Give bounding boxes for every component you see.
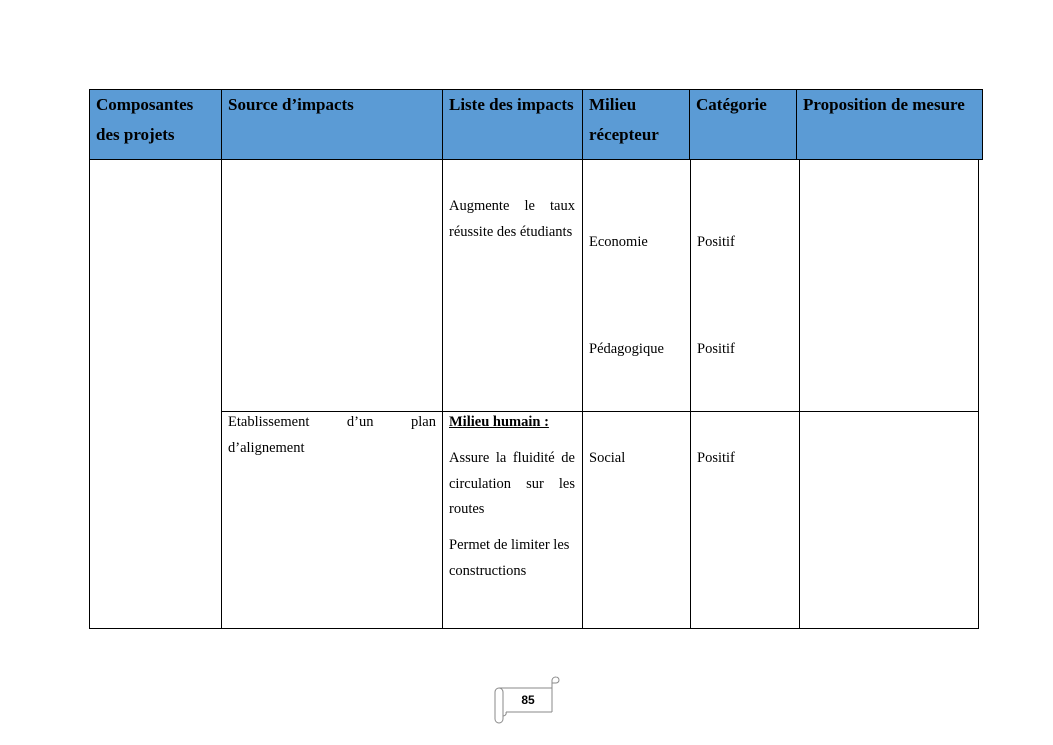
categorie-value: Positif bbox=[697, 234, 735, 250]
impact-word: sur bbox=[526, 476, 544, 492]
grid-line bbox=[799, 160, 800, 629]
impact-line bbox=[449, 471, 575, 497]
page-number: 85 bbox=[521, 693, 535, 707]
header-composantes-line1: Composantes bbox=[96, 95, 194, 114]
header-liste-label: Liste des impacts bbox=[449, 95, 574, 114]
header-liste bbox=[442, 89, 583, 160]
grid-line bbox=[582, 160, 583, 629]
impact-word: de bbox=[561, 450, 575, 466]
source-line: d’alignement bbox=[228, 440, 305, 456]
categorie-value: Positif bbox=[697, 450, 735, 466]
milieu-social: Social bbox=[589, 450, 626, 466]
header-milieu-line1: Milieu bbox=[589, 95, 637, 114]
source-line bbox=[228, 409, 436, 435]
header-source-label: Source d’impacts bbox=[228, 95, 354, 114]
source-word: plan bbox=[411, 414, 436, 430]
impact-word: fluidité bbox=[512, 450, 555, 466]
impact-line: constructions bbox=[449, 563, 527, 579]
header-milieu-line2: récepteur bbox=[589, 125, 659, 144]
categorie-value: Positif bbox=[697, 341, 735, 357]
header-composantes bbox=[89, 89, 222, 160]
impact-line: réussite des étudiants bbox=[449, 224, 573, 240]
header-categorie-label: Catégorie bbox=[696, 95, 767, 114]
source-word: d’un bbox=[346, 414, 374, 430]
impact-word: circulation bbox=[449, 476, 512, 492]
impact-line bbox=[449, 445, 575, 471]
impact-line: Augmente le taux bbox=[449, 198, 575, 214]
grid-line bbox=[978, 160, 979, 629]
grid-line bbox=[89, 160, 90, 629]
header-categorie bbox=[689, 89, 797, 160]
impact-word: Assure bbox=[449, 450, 490, 466]
header-proposition-label: Proposition de mesure bbox=[803, 95, 965, 114]
grid-line bbox=[221, 160, 222, 629]
header-proposition bbox=[796, 89, 983, 160]
grid-line bbox=[690, 160, 691, 629]
impact-heading: Milieu humain : bbox=[449, 414, 549, 430]
grid-line bbox=[442, 160, 443, 629]
header-composantes-line2: des projets bbox=[96, 125, 175, 144]
impact-word: la bbox=[495, 450, 507, 466]
impact-line: routes bbox=[449, 501, 485, 517]
header-source bbox=[221, 89, 443, 160]
table-bottom-border bbox=[89, 628, 979, 629]
milieu-economie: Economie bbox=[589, 234, 648, 250]
milieu-pedagogique: Pédagogique bbox=[589, 341, 664, 357]
impact-word: les bbox=[558, 476, 575, 492]
header-milieu bbox=[582, 89, 690, 160]
impact-line: Permet de limiter les bbox=[449, 537, 570, 553]
source-word: Etablissement bbox=[228, 414, 310, 430]
